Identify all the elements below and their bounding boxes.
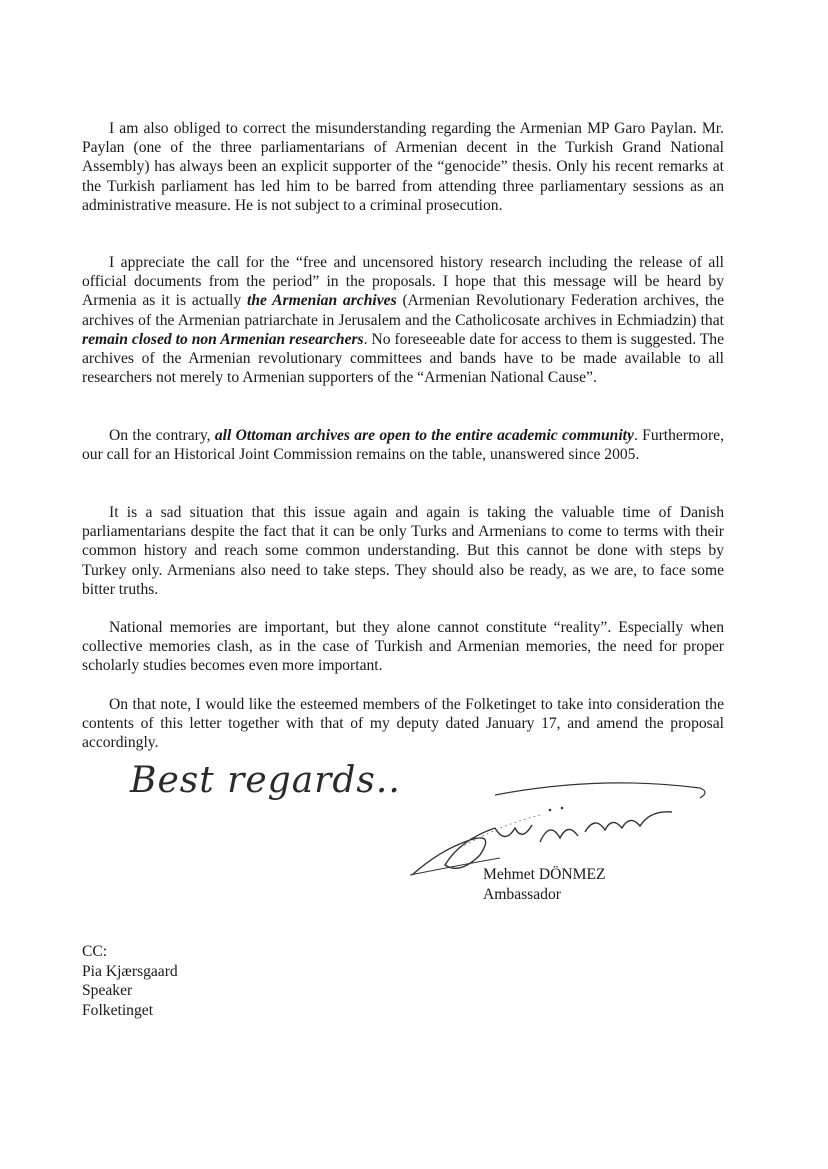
paragraph-archives-text-2: (Armenian Revolutionary Federation archives, the archives of the Armenian patriarchate in Jerusalem and the Catholicosate archives in Echmiadzin) that	[82, 292, 724, 329]
cc-block	[82, 942, 178, 1020]
paragraph-sad-situation: It is a sad situation that this issue again and again is taking the valuable time of Danish parliamentarians despite the fact that it can be only Turks and Armenians to come to terms with their common history and reach some common understanding. But this cannot be done with steps by Turkey only. Armenians also need to take steps. They should also be ready, as we are, to face some bitter truths.	[82, 504, 724, 598]
cc-institution: Folketinget	[82, 1001, 154, 1019]
cc-role: Speaker	[82, 982, 133, 999]
cc-recipient: Pia Kjærsgaard	[82, 962, 178, 980]
paragraph-archives	[82, 253, 724, 387]
paragraph-ottoman	[82, 426, 724, 464]
paragraph-ottoman-text-1: On the contrary,	[109, 427, 215, 444]
cc-label: CC:	[82, 943, 108, 960]
paragraph-archives-emphasis-2: remain closed to non Armenian researchers	[82, 330, 364, 348]
paragraph-archives-emphasis-1: the Armenian archives	[246, 292, 397, 310]
signature-block	[483, 865, 606, 904]
paragraph-closing-note: On that note, I would like the esteemed members of the Folketinget to take into consideration the contents of this letter together with that of my deputy dated January 17, and amend the proposal accordingly.	[82, 696, 724, 752]
paragraph-paylan: I am also obliged to correct the misunderstanding regarding the Armenian MP Garo Paylan. Mr. Paylan (one of the three parliamentarians of Armenian decent in the Turkish Grand National Assembly) has always been an explicit supporter of the “genocide” thesis. Only his recent remarks at the Turkish parliament has led him to be barred from attending three parliamentary sessions as an administrative measure. He is not subject to a criminal prosecution.	[82, 120, 724, 214]
paragraph-ottoman-emphasis: all Ottoman archives are open to the entire academic community	[214, 427, 634, 444]
signature-image	[400, 770, 720, 880]
handwritten-closing: Best regards..	[130, 760, 401, 801]
signer-name: Mehmet DÖNMEZ	[483, 866, 606, 883]
paragraph-memories: National memories are important, but they alone cannot constitute “reality”. Especially when collective memories clash, as in the case of Turkish and Armenian memories, the need for proper scholarly studies becomes even more important.	[82, 619, 724, 675]
paragraph-archives-text-1: I appreciate the call for the “free and uncensored history research including the release of all official documents from the period” in the proposals. I hope that this message will be heard by Armenia as it is actually	[82, 254, 724, 310]
paragraph-ottoman-text-2: . Furthermore, our call for an Historical Joint Commission remains on the table, unanswered since 2005.	[82, 427, 724, 464]
signer-title: Ambassador	[483, 885, 561, 903]
paragraph-archives-text-3: . No foreseeable date for access to them is suggested. The archives of the Armenian revolutionary committees and bands have to be made available to all researchers not merely to Armenian supporters of the “Armenian National Cause”.	[82, 330, 724, 387]
